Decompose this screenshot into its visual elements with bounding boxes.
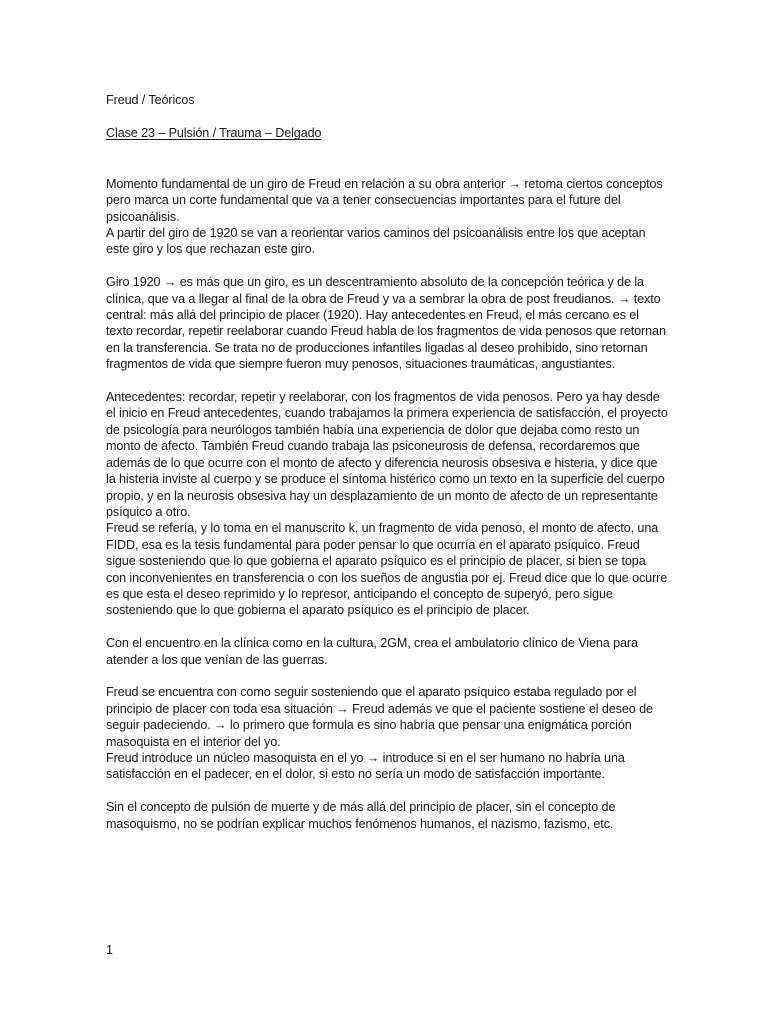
- document-header: Freud / Teóricos: [106, 93, 195, 107]
- paragraph: Freud introduce un núcleo masoquista en el yo → introduce si en el ser humano no habría una satisfacción en el padecer, en el dolor, si esto no sería un modo de satisfacción importante.: [106, 750, 625, 782]
- paragraph: Freud se refería, y lo toma en el manuscrito k, un fragmento de vida penoso, el monto de afecto, una FIDD, esa es la tesis fundamental para poder pensar lo que ocurría en el aparato psíquico. Freud sigue sosteniendo que lo que gobierna el aparato psíquico es el principio de placer, si bien se topa con inconvenientes en transferencia o con los sueños de angustia por ej. Freud dice que lo que ocurre es que esta el deseo reprimido y lo represor, anticipando el concepto de superyó, pero sigue sosteniendo que lo que gobierna el aparato psíquico es el principio de placer.: [106, 521, 668, 618]
- paragraph: Momento fundamental de un giro de Freud en relación a su obra anterior → retoma ciertos conceptos pero marca un corte fundamental que va a tener consecuencias importantes para el future del psicoanálisis.: [106, 176, 663, 224]
- paragraph: Giro 1920 → es más que un giro, es un descentramiento absoluto de la concepción teórica y de la clínica, que va a llegar al final de la obra de Freud y va a sembrar la obra de post freudianos. → texto central: más allá del principio de placer (1920). Hay antecedentes en Freud, el más cercano es el texto recordar, repetir reelaborar cuando Freud habla de los fragmentos de vida penosos que retornan en la transferencia. Se trata no de producciones infantiles ligadas al deseo prohibido, sino retornan fragmentos de vida que siempre fueron muy penosos, situaciones traumáticas, angustiantes.: [106, 275, 666, 372]
- paragraph: Freud se encuentra con como seguir sosteniendo que el aparato psíquico estaba regulado por el principio de placer con toda esa situación → Freud además ve que el paciente sostiene el deseo de seguir padeciendo. → lo primero que formula es sino habría que pensar una enigmática porción masoquista en el interior del yo.: [106, 685, 653, 749]
- paragraph: Sin el concepto de pulsión de muerte y de más allá del principio de placer, sin el concepto de masoquismo, no se podrían explicar muchos fenómenos humanos, el nazismo, fazismo, etc.: [106, 800, 616, 831]
- document-title: Clase 23 – Pulsión / Trauma – Delgado: [106, 126, 322, 141]
- paragraph: Antecedentes: recordar, repetir y reelaborar, con los fragmentos de vida penosos. Pero ya hay desde el inicio en Freud antecedentes, cuando trabajamos la primera experiencia de satisfacción, el proyecto de psicología para neurólogos también había una experiencia de dolor que dejaba como resto un monto de afecto. También Freud cuando trabaja las psiconeurosis de defensa, recordaremos que además de lo que ocurre con el monto de afecto y diferencia neurosis obsesiva e histeria, y dice que la histeria inviste al cuerpo y se produce el síntoma histérico como un texto en la superficie del cuerpo propio, y en la neurosis obsesiva hay un desplazamiento de un monto de afecto de un representante psíquico a otro.: [106, 390, 668, 519]
- page-number: 1: [106, 943, 114, 957]
- document-body: [106, 92, 668, 832]
- paragraph: Con el encuentro en la clínica como en la cultura, 2GM, crea el ambulatorio clínico de Viena para atender a los que venían de las guerras.: [106, 636, 638, 667]
- paragraph: A partir del giro de 1920 se van a reorientar varios caminos del psicoanálisis entre los que aceptan este giro y los que rechazan este giro.: [106, 226, 646, 257]
